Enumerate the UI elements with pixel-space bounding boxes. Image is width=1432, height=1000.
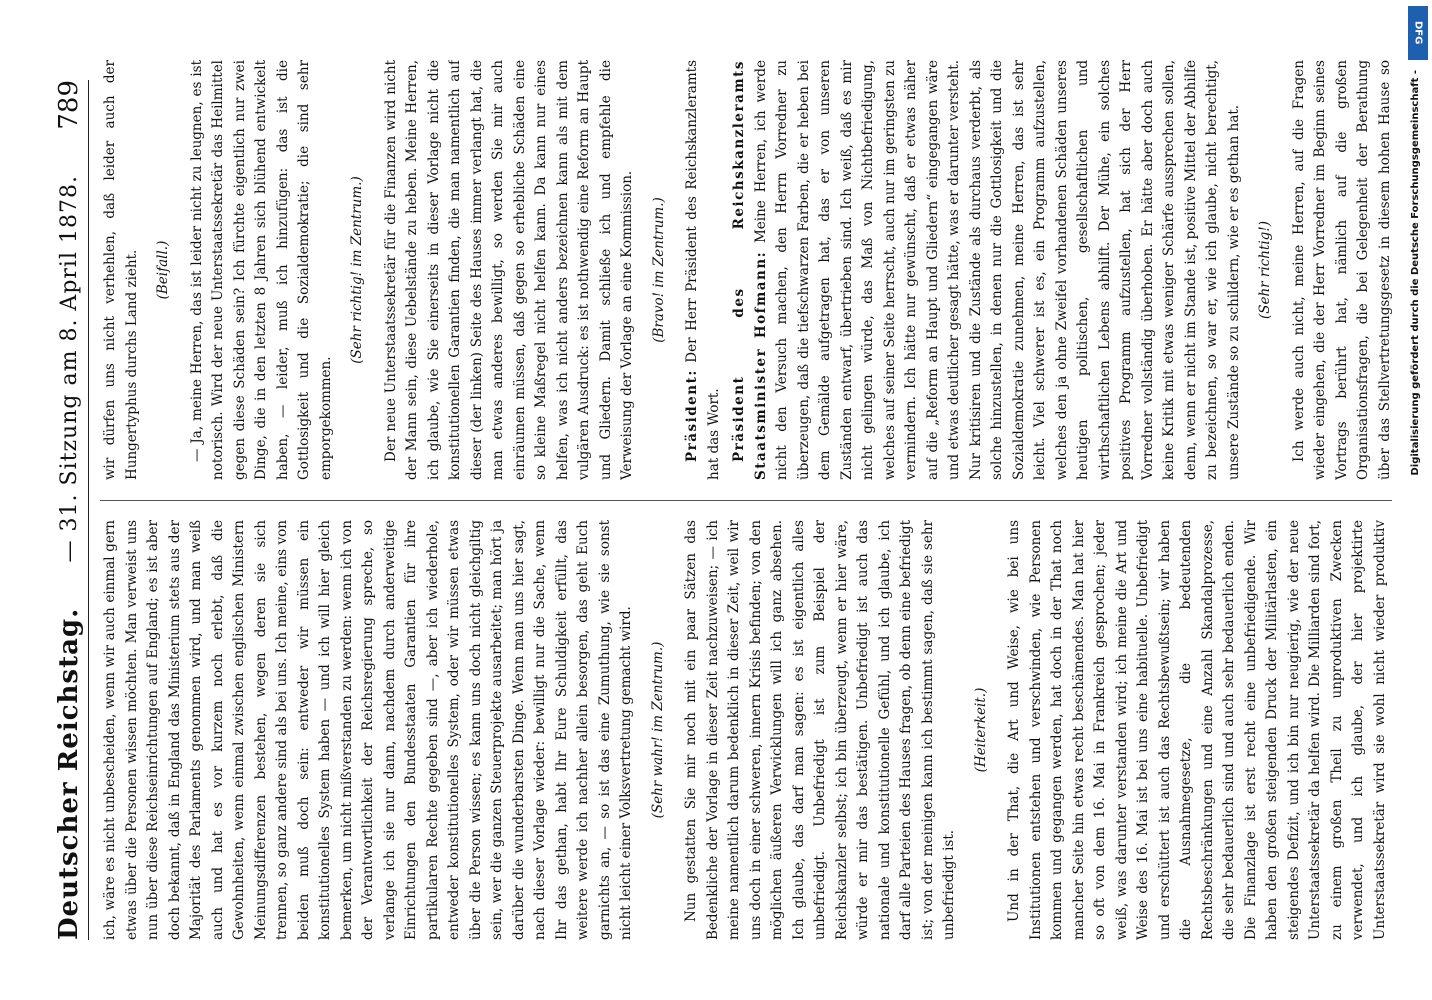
left-paragraph-2: Nun gestatten Sie mir noch mit ein paar Sätzen das Bedenkliche der Vorlage in dieser Zeit nachzuweisen; — ich meine namentlich darum bedenklich in dieser Zeit, weil wir uns doch in einer schweren, innern Krisis befinden; von den möglichen äußeren Verwicklungen will ich ganz absehen. Ich glaube, das darf man sagen: es ist eigentlich alles unbefriedigt. Unbefriedigt ist zum Beispiel der Reichskanzler selbst; ich bin überzeugt, wenn er hier wäre, würde er mir das bestätigen. Unbefriedigt ist auch das nationale und konstitutionelle Gefühl, und ich glaube, ich darf alle Parteien des Hauses fragen, ob denn eine befriedigt ist; von der meinigen kann ich bestimmt sagen, daß sie sehr unbefriedigt ist. — [683, 520, 957, 940]
right-paragraph-1: wir dürfen uns nicht verhehlen, daß leider auch der Hungertyphus durchs Land zieht. — [102, 60, 140, 480]
right-stage-direction-4: (Sehr richtig!) — [1257, 220, 1273, 320]
right-stage-direction-3: (Bravo! im Zentrum.) — [650, 197, 667, 343]
left-paragraph-3: Und in der That, die Art und Weise, wie bei uns Institutionen entstehen und verschwinden, wie Personen kommen und gegangen werden, hat doch in der That noch mancher Seite hin etwas recht beschämendes. Man hat hier so oft von dem 16. Mai in Frankreich gesprochen; jeder weiß, was darunter verstanden wird; ich meine die Art und Weise des 16. Mai ist bei uns eine habituelle. Unbefriedigt und erschüttert ist auch das Rechtsbewußtsein; wir haben die Ausnahmegesetze, die bedeutenden Rechtsbeschränkungen und eine Anzahl Skandalprozesse, die sehr bedauerlich sind und auch sehr bedauerlich enden. Die Finanzlage ist erst recht eine unbefriedigende. Wir haben den großen steigenden Druck der Militärlasten, ein steigendes Defizit, und ich bin nur neugierig, wie der neue Unterstaatssekretär da helfen wird. Die Milliarden sind fort, zu einem großen Theil zu unproduktiven Zwecken verwendet, und ich glaube, der hier projektirte Unterstaatssekretär wird sie wohl nicht wieder produktiv — [1006, 520, 1388, 940]
left-column — [100, 520, 1392, 940]
page-header — [38, 80, 89, 940]
column-divider — [100, 500, 1392, 501]
digitization-footer — [1410, 70, 1428, 990]
left-stage-direction-2: (Heiterkeit.) — [972, 687, 989, 773]
dfg-logo — [1408, 6, 1428, 60]
speaker-president: Präsident: — [684, 369, 700, 462]
digitization-credit: Digitalisierung gefördert durch die Deutsche Forschungsgemeinschaft - — [1410, 70, 1421, 476]
right-column — [100, 60, 1392, 480]
right-paragraph-3: Der neue Unterstaatssekretär für die Finanzen wird nicht der Mann sein, diese Uebelstände zu heben. Meine Herren, ich glaube, wie Sie einerseits in dieser Vorlage nicht die konstitutionellen Garantien finden, die man namentlich auf dieser (der linken) Seite des Hauses immer verlangt hat, die man etwas anderes bewilligt, so werden Sie mir auch einräumen müssen, daß gegen so erhebliche Schäden eine so kleine Maßregel nicht helfen kann. Da kann nur eines helfen, was ich nicht anders bezeichnen kann als mit dem vulgären Ausdruck: es ist nothwendig eine Reform an Haupt und Gliedern. Damit schließe ich und empfehle die Verweisung der Vorlage an eine Kommission. — [382, 60, 635, 480]
right-stage-direction-2: (Sehr richtig! im Zentrum.) — [349, 176, 365, 364]
right-paragraph-2: — Ja, meine Herren, das ist leider nicht zu leugnen, es ist notorisch. Wird der neue Unterstaatssekretär das Heilmittel gegen diese Schäden sein? Ich fürchte eigentlich nur zwei Dinge, die in den letzten 8 Jahren sich blühend entwickelt haben, — leider, muß ich hinzufügen: das ist die Gottlosigkeit und die Sozialdemokratie; die sind sehr emporgekommen. — [188, 60, 334, 480]
speaker-president-text: Der Herr Präsident des Reichskanzleramts hat das Wort. — [684, 60, 722, 480]
publication-title: Deutscher Reichstag. — [54, 607, 84, 940]
right-paragraph-5: Ich werde auch nicht, meine Herren, auf die Fragen wieder eingehen, die der Herr Vorredner im Beginn seines Vortrags berührt hat, nämlich auf die großen Organisationsfragen, die bei Gelegenheit der Berathung über das Stellvertretungsgesetz in diesem hohen Hause so — [1290, 60, 1392, 480]
dfg-logo-text: DFG — [1412, 21, 1424, 45]
session-date: — 31. Sitzung am 8. April 1878. — [57, 175, 82, 563]
speaker-hofmann-text: Meine Herren, ich werde nicht den Versuch machen, den Herrn Vorredner zu überzeugen, daß die tiefschwarzen Farben, die er heben bei dem Gemälde aufgetragen hat, das er von unseren Zuständen entwarf, übertrieben sind. Ich weiß, daß es mir nicht gelingen würde, das Maß von Nichtbefriedigung, welches auf seiner Seite herrscht, auch nur im geringsten zu vermindern. Ich hätte nur gewünscht, daß er etwas näher auf die „Reform an Haupt und Gliedern“ eingegangen wäre und etwas deutlicher gesagt hätte, was er darunter versteht. Nur kritisiren und die Zustände als durchaus verderbt, als solche hinzustellen, in denen nur die Gottlosigkeit und die Sozialdemokratie zunehmen, meine Herren, das ist sehr leicht. Viel schwerer ist es, ein Programm aufzustellen, welches den ja ohne Zweifel vorhandenen Schäden unseres heutigen politischen, gesellschaftlichen und wirthschaftlichen Lebens abhilft. Der Mühe, ein solches positives Programm aufzustellen, hat sich der Herr Vorredner vollständig überhoben. Er hätte aber doch auch keine Kritik mit etwas weniger Schärfe aussprechen sollen, denn, wenn er nicht im Stande ist, positive Mittel der Abhilfe zu bezeichnen, so war er, wie ich glaube, nicht berechtigt, unsere Zustände so zu schildern, wie er es gethan hat. — [752, 60, 1242, 480]
left-paragraph-1: ich, wäre es nicht unbescheiden, wenn wir auch einmal gern etwas über die Personen wissen möchten. Man verweist uns nun über diese Reichseinrichtungen auf England; es ist aber doch bekannt, daß in England das Ministerium stets aus der Majorität des Parlaments genommen wird, und man weiß auch und hat es vor kurzem noch erlebt, daß die Gewohnheiten, wenn einmal zwischen englischen Ministern Meinungsdifferenzen bestehen, wegen deren sie sich trennen, so ganz andere sind als bei uns. Ich meine, eins von beiden muß doch sein: entweder wir müssen ein konstitutionelles System haben — und ich will hier gleich bemerken, um nicht mißverstanden zu werden: wenn ich von der Verantwortlichkeit der Reichsregierung spreche, so verlange ich sie nur dann, nachdem durch anderweitige Einrichtungen den Bundesstaaten Garantien für ihre partikularen Rechte gegeben sind —, aber ich wiederhole, entweder konstitutionelles System, oder wir müssen etwas über die Person wissen; es kann uns doch nicht gleichgiltig sein, wer die ganzen Steuerprojekte ausarbeitet; man hört ja darüber die wunderbarsten Dinge. Wenn man uns hier sagt, nach dieser Vorlage wieder: bewilligt nur die Sache, wenn Ihr das gethan, habt Ihr Eure Schuldigkeit erfüllt, das weitere werde ich nachher allein besorgen, das geht Euch garnichts an, — so ist das eine Zumuthung, wie sie sonst nicht leicht einer Volksvertretung gemacht wird. — [102, 520, 634, 940]
page-number: 789 — [54, 80, 84, 130]
speaker-hofmann: Präsident des Reichskanzleramts Staatsminister Hofmann: — [731, 60, 769, 480]
left-stage-direction-1: (Sehr wahr! im Zentrum.) — [649, 641, 666, 819]
right-stage-direction-1: (Beifall.) — [155, 240, 171, 300]
